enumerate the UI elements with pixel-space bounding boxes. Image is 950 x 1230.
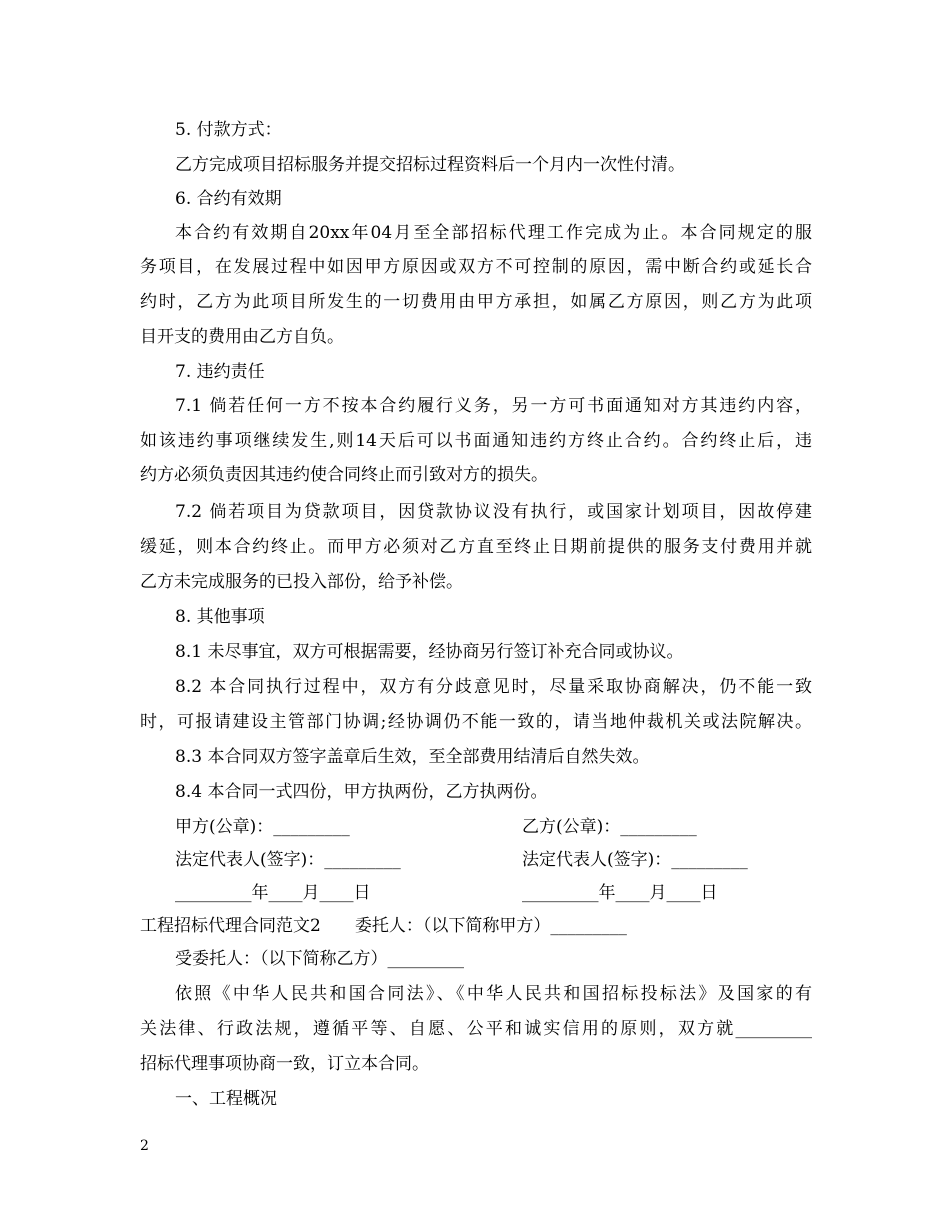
paragraph-line: 7.2 倘若项目为贷款项目，因贷款协议没有执行，或国家计划项目，因故停建: [175, 502, 812, 522]
paragraph-line: 7.1 倘若任何一方不按本合约履行义务，另一方可书面通知对方其违约内容，: [175, 396, 812, 416]
paragraph-line: 关法律、行政法规，遵循平等、自愿、公平和诚实信用的原则，双方就_________: [140, 1019, 812, 1039]
paragraph-line: 目开支的费用由乙方自负。: [140, 327, 344, 347]
party-b-seal-field: 乙方(公章)：_________: [522, 817, 697, 837]
paragraph-line: 约时，乙方为此项目所发生的一切费用由甲方承担，如属乙方原因，则乙方为此项: [140, 292, 812, 312]
paragraph-line: 时，可报请建设主管部门协调;经协调仍不能一致的，请当地仲裁机关或法院解决。: [140, 712, 812, 732]
paragraph-line: 8.1 未尽事宜，双方可根据需要，经协商另行签订补充合同或协议。: [175, 642, 684, 662]
section-heading-breach: 7. 违约责任: [175, 362, 265, 382]
party-b-date-field: _________年____月____日: [522, 883, 718, 903]
paragraph-line: 8.2 本合同执行过程中，双方有分歧意见时，尽量采取协商解决，仍不能一致: [175, 677, 812, 697]
paragraph-line: 务项目，在发展过程中如因甲方原因或双方不可控制的原因，需中断合约或延长合: [140, 257, 812, 277]
paragraph-line: 约方必须负责因其违约使合同终止而引致对方的损失。: [140, 465, 548, 485]
party-a-representative-field: 法定代表人(签字)：_________: [175, 850, 401, 870]
party-b-representative-field: 法定代表人(签字)：_________: [522, 850, 748, 870]
paragraph-line: 8.3 本合同双方签字盖章后生效，至全部费用结清后自然失效。: [175, 747, 650, 767]
paragraph-line: 依照《中华人民共和国合同法》、《中华人民共和国招标投标法》及国家的有: [175, 984, 812, 1004]
paragraph-line: 8.4 本合同一式四份，甲方执两份，乙方执两份。: [175, 782, 548, 802]
paragraph-line: 受委托人：（以下简称乙方）_________: [175, 949, 464, 969]
paragraph-line: 招标代理事项协商一致，订立本合同。: [140, 1054, 429, 1074]
party-a-seal-field: 甲方(公章)：_________: [175, 817, 350, 837]
paragraph-line: 缓延，则本合约终止。而甲方必须对乙方直至终止日期前提供的服务支付费用并就: [140, 537, 812, 557]
page-number: 2: [140, 1138, 149, 1154]
section-heading-validity: 6. 合约有效期: [175, 189, 282, 209]
paragraph-line: 乙方未完成服务的已投入部份，给予补偿。: [140, 572, 463, 592]
section-heading-other: 8. 其他事项: [175, 607, 265, 627]
paragraph-line: 本合约有效期自20xx年04月至全部招标代理工作完成为止。本合同规定的服: [175, 223, 812, 243]
paragraph-line: 如该违约事项继续发生,则14天后可以书面通知违约方终止合约。合约终止后，违: [140, 431, 812, 451]
section-heading-payment: 5. 付款方式：: [175, 120, 282, 140]
party-a-date-field: _________年____月____日: [175, 883, 371, 903]
paragraph-line: 乙方完成项目招标服务并提交招标过程资料后一个月内一次性付清。: [175, 155, 685, 175]
section-heading-project-overview: 一、工程概况: [175, 1089, 277, 1109]
contract-title-line: 工程招标代理合同范文2 委托人：（以下简称甲方）_________: [140, 916, 627, 936]
